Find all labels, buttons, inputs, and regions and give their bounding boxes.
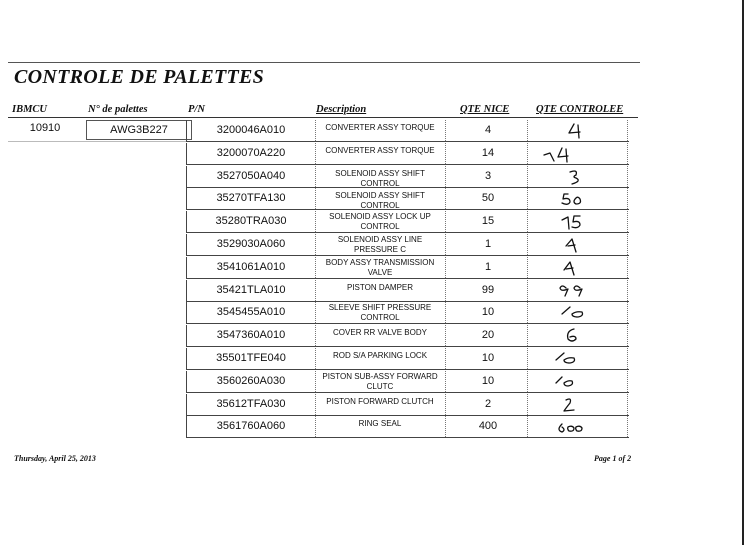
column-separator — [527, 394, 528, 415]
handwritten-count — [532, 416, 627, 436]
header-qte-controlee: QTE CONTROLEE — [536, 104, 624, 115]
part-number: 3547360A010 — [216, 329, 286, 342]
table-row — [186, 211, 629, 233]
column-separator — [627, 257, 628, 278]
qte-nice-value: 1 — [484, 238, 492, 250]
header-ibmcu: IBMCU — [12, 104, 48, 115]
header-qte-nice: QTE NICE — [460, 104, 510, 115]
table-row — [186, 234, 629, 256]
part-number: 35421TLA010 — [216, 283, 286, 296]
column-separator — [445, 143, 446, 164]
column-separator — [445, 302, 446, 323]
column-separator — [627, 394, 628, 415]
table-row — [186, 257, 629, 279]
part-number: 35612TFA030 — [216, 397, 286, 410]
table-row — [186, 302, 629, 324]
column-separator — [527, 257, 528, 278]
table-row — [186, 348, 629, 370]
qte-nice-value: 3 — [484, 169, 492, 182]
column-separator — [627, 211, 628, 232]
header-palette-no: N° de palettes — [88, 104, 148, 115]
column-separator — [627, 234, 628, 255]
qte-nice-value: 4 — [484, 124, 492, 136]
part-description: SOLENOID ASSY SHIFT CONTROL — [335, 191, 425, 211]
column-separator — [445, 371, 446, 392]
column-separator — [445, 257, 446, 278]
part-description: BODY ASSY TRANSMISSION VALVE — [325, 257, 435, 277]
part-description: CONVERTER ASSY TORQUE — [325, 123, 435, 132]
part-description: RING SEAL — [358, 419, 402, 429]
column-separator — [627, 371, 628, 392]
column-separator — [627, 325, 628, 346]
palette-number-value: AWG3B227 — [86, 120, 192, 140]
column-separator — [445, 416, 446, 437]
table-row — [186, 166, 629, 188]
qte-nice-value: 1 — [484, 260, 492, 273]
column-separator — [627, 302, 628, 323]
page-title: CONTROLE DE PALETTES — [14, 66, 265, 88]
handwritten-count — [532, 302, 627, 322]
column-separator — [627, 348, 628, 369]
qte-nice-value: 99 — [481, 283, 495, 296]
part-number: 3200070A220 — [216, 146, 286, 159]
handwritten-count — [532, 120, 627, 140]
qte-nice-value: 15 — [481, 215, 495, 228]
handwritten-count — [532, 143, 627, 163]
part-description: PISTON DAMPER — [346, 282, 414, 292]
header-pn: P/N — [188, 104, 205, 115]
column-separator — [627, 416, 628, 437]
column-separator — [527, 166, 528, 187]
column-separator — [445, 234, 446, 255]
table-row — [186, 188, 629, 210]
part-number: 3527050A040 — [216, 169, 286, 182]
column-separator — [445, 280, 446, 301]
qte-nice-value: 10 — [481, 352, 495, 364]
first-row-rule — [8, 141, 188, 142]
part-description: COVER RR VALVE BODY — [333, 328, 427, 338]
footer-page: Page 1 of 2 — [594, 454, 632, 463]
column-separator — [445, 325, 446, 346]
header-rule — [8, 117, 638, 118]
handwritten-count — [532, 348, 627, 368]
ibmcu-value: 10910 — [29, 122, 61, 134]
part-description: SOLENOID ASSY LOCK UP CONTROL — [329, 212, 431, 232]
part-description: SOLENOID ASSY SHIFT CONTROL — [335, 168, 425, 188]
column-separator — [627, 143, 628, 164]
column-separator — [627, 188, 628, 209]
column-separator — [527, 188, 528, 209]
footer-date: Thursday, April 25, 2013 — [14, 454, 96, 463]
column-separator — [527, 302, 528, 323]
part-number: 3541061A010 — [216, 260, 286, 273]
part-description: PISTON FORWARD CLUTCH — [326, 396, 434, 406]
column-separator — [445, 120, 446, 141]
top-rule — [8, 62, 640, 63]
part-number: 3560260A030 — [216, 374, 286, 387]
header-description: Description — [316, 104, 367, 115]
handwritten-count — [532, 211, 627, 231]
column-separator — [627, 120, 628, 141]
column-separator — [445, 188, 446, 209]
column-separator — [445, 211, 446, 232]
table-row — [186, 416, 629, 438]
part-number: 3200046A010 — [216, 124, 286, 136]
part-description: ROD S/A PARKING LOCK — [332, 351, 428, 360]
part-description: SLEEVE SHIFT PRESSURE CONTROL — [328, 303, 432, 323]
column-separator — [527, 416, 528, 437]
column-separator — [445, 166, 446, 187]
part-description: PISTON SUB-ASSY FORWARD CLUTC — [322, 371, 438, 391]
handwritten-count — [532, 371, 627, 391]
part-number: 3561760A060 — [216, 420, 286, 433]
table-row — [186, 143, 629, 165]
handwritten-count — [532, 280, 627, 300]
scan-edge — [742, 0, 744, 545]
handwritten-count — [532, 188, 627, 208]
qte-nice-value: 10 — [481, 306, 495, 319]
column-separator — [527, 325, 528, 346]
column-separator — [527, 120, 528, 141]
column-separator — [527, 371, 528, 392]
table-row — [186, 325, 629, 347]
handwritten-count — [532, 257, 627, 277]
handwritten-count — [532, 325, 627, 345]
column-separator — [527, 348, 528, 369]
table-row — [186, 280, 629, 302]
handwritten-count — [532, 166, 627, 186]
qte-nice-value: 20 — [481, 329, 495, 342]
part-number: 3545455A010 — [216, 306, 286, 319]
table-row — [186, 394, 629, 416]
part-description: CONVERTER ASSY TORQUE — [325, 145, 435, 155]
qte-nice-value: 400 — [478, 420, 498, 433]
column-separator — [627, 280, 628, 301]
part-number: 35280TRA030 — [215, 215, 287, 228]
column-separator — [527, 211, 528, 232]
part-number: 3529030A060 — [216, 238, 286, 250]
column-separator — [445, 394, 446, 415]
table-row — [186, 120, 629, 142]
qte-nice-value: 14 — [481, 146, 495, 159]
table-row — [186, 371, 629, 393]
handwritten-count — [532, 394, 627, 414]
qte-nice-value: 50 — [481, 192, 495, 205]
part-number: 35501TFE040 — [216, 352, 286, 364]
column-separator — [527, 280, 528, 301]
qte-nice-value: 2 — [484, 397, 492, 410]
part-description: SOLENOID ASSY LINE PRESSURE C — [337, 235, 423, 254]
column-separator — [527, 143, 528, 164]
qte-nice-value: 10 — [481, 374, 495, 387]
column-separator — [627, 166, 628, 187]
column-separator — [445, 348, 446, 369]
handwritten-count — [532, 234, 627, 254]
column-separator — [527, 234, 528, 255]
part-number: 35270TFA130 — [216, 192, 286, 205]
